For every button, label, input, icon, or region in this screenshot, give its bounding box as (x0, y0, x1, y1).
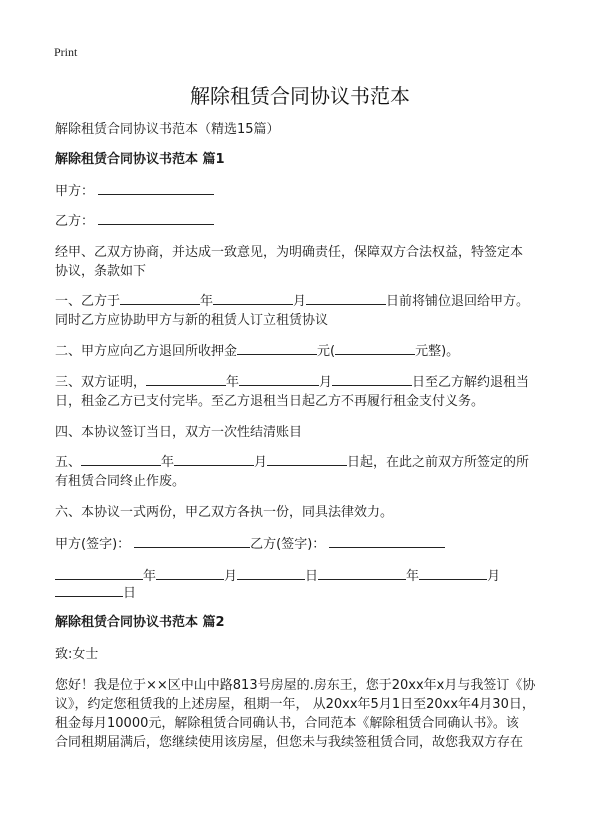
blank-day (55, 584, 123, 597)
blank-amount (237, 342, 317, 355)
clause-5-line-2: 有租赁合同终止作废。 (55, 474, 186, 489)
blank-amount-words (335, 342, 415, 355)
year-label: 年 (161, 455, 175, 470)
party-a-signature-label: 甲方(签字)： (55, 537, 131, 552)
blank-day (306, 292, 386, 305)
clause-3 (55, 373, 529, 392)
clause-4: 四、本协议签订当日，双方一次性结清账目 (55, 425, 303, 440)
blank-month (213, 292, 293, 305)
blank-year (81, 453, 161, 466)
letter-line-1: 您好！我是位于××区中山中路813号房屋的.房东王，您于20xx年x月与我签订《协 (55, 678, 536, 693)
yuan-whole-label: 元整)。 (415, 344, 460, 359)
month-label: 月 (293, 294, 307, 309)
letter-line-3: 租金每月10000元，解除租赁合同确认书，合同范本《解除租赁合同确认书》。该 (55, 716, 519, 731)
document-subtitle: 解除租赁合同协议书范本（精选15篇） (55, 122, 280, 137)
party-b-signature-label: 乙方(签字)： (250, 537, 326, 552)
month-label: 月 (487, 569, 501, 584)
blank-day (237, 567, 305, 580)
intro-line-2: 协议，条款如下 (55, 264, 147, 279)
clause-2-text: 二、甲方应向乙方退回所收押金 (55, 344, 238, 359)
year-label: 年 (200, 294, 214, 309)
blank-year (120, 292, 200, 305)
clause-5-text: 五、 (55, 455, 82, 470)
party-b-label: 乙方： (55, 214, 95, 229)
party-b-row (55, 212, 214, 231)
month-label: 月 (224, 569, 238, 584)
month-label: 月 (254, 455, 268, 470)
clause-2 (55, 342, 459, 361)
month-label: 月 (319, 375, 333, 390)
blank-day (332, 373, 412, 386)
print-link[interactable]: Print (54, 45, 78, 59)
blank-year (318, 567, 406, 580)
clause-5-text-end: 日起，在此之前双方所签定的所 (347, 455, 530, 470)
party-b-blank (98, 212, 214, 225)
signature-date-row-2 (55, 584, 136, 603)
section2-heading: 解除租赁合同协议书范本 篇2 (55, 615, 225, 630)
year-label: 年 (226, 375, 240, 390)
section1-heading: 解除租赁合同协议书范本 篇1 (55, 152, 225, 167)
document-title: 解除租赁合同协议书范本 (190, 84, 410, 108)
clause-3-text: 三、双方证明， (55, 375, 147, 390)
blank-month (174, 453, 254, 466)
blank-month (239, 373, 319, 386)
clause-3-line-2: 日，租金乙方已支付完毕。至乙方退租当日起乙方不再履行租金支付义务。 (55, 394, 485, 409)
clause-3-text-end: 日至乙方解约退租当 (412, 375, 530, 390)
letter-line-2: 议》，约定您租赁我的上述房屋，租期一年， 从20xx年5月1日至20xx年4月30日， (55, 697, 535, 712)
clause-1-text-end: 日前将铺位退回给甲方。 (386, 294, 530, 309)
day-label: 日 (123, 586, 137, 601)
day-label: 日 (305, 569, 319, 584)
clause-5 (55, 453, 529, 472)
signature-row (55, 535, 445, 554)
yuan-label: 元( (317, 344, 336, 359)
blank-month (156, 567, 224, 580)
party-a-row (55, 182, 214, 201)
letter-line-4: 合同租期届满后，您继续使用该房屋，但您未与我续签租赁合同，故您我双方存在 (55, 735, 524, 750)
blank-year (55, 567, 143, 580)
clause-1-line-2: 同时乙方应协助甲方与新的租赁人订立租赁协议 (55, 313, 329, 328)
party-a-signature-blank (134, 535, 250, 548)
year-label: 年 (406, 569, 420, 584)
intro-line-1: 经甲、乙双方协商，并达成一致意见，为明确责任，保障双方合法权益，特签定本 (55, 245, 524, 260)
greeting: 致:女士 (55, 647, 99, 662)
party-a-label: 甲方： (55, 184, 95, 199)
party-b-signature-blank (329, 535, 445, 548)
blank-day (267, 453, 347, 466)
party-a-blank (98, 182, 214, 195)
year-label: 年 (143, 569, 157, 584)
blank-month (419, 567, 487, 580)
clause-1-text: 一、乙方于 (55, 294, 121, 309)
clause-1 (55, 292, 529, 311)
clause-6: 六、本协议一式两份，甲乙双方各执一份，同具法律效力。 (55, 505, 394, 520)
blank-year (146, 373, 226, 386)
